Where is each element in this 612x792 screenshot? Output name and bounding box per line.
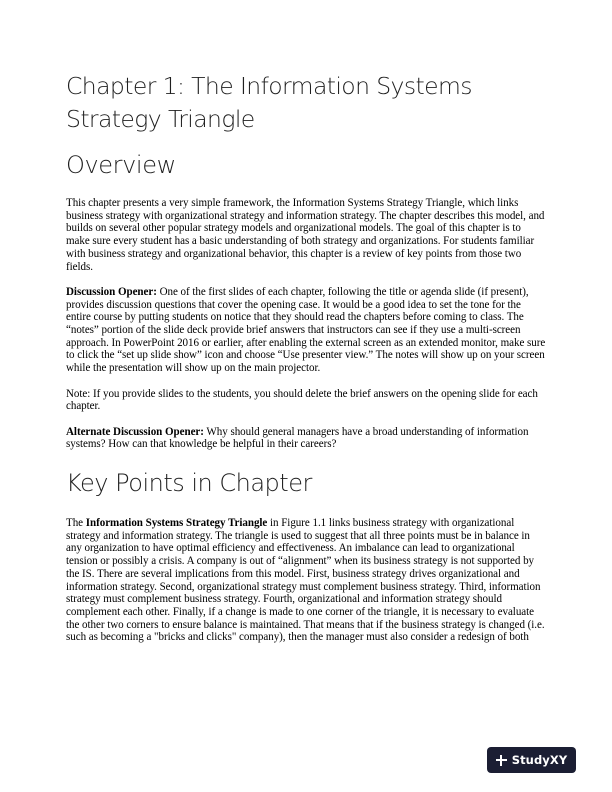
studyxy-watermark-badge[interactable] [487, 747, 576, 773]
key-points-prefix: The [66, 517, 86, 530]
discussion-opener-label: Discussion Opener: [66, 285, 157, 298]
note-paragraph: Note: If you provide slides to the students, you should delete the brief answers on the opening slide for each chapter. [66, 387, 538, 413]
key-points-heading: Key Points in Chapter [66, 469, 312, 498]
key-points-text: in Figure 1.1 links business strategy with organizational strategy and information strategy. The triangle is used to suggest that all three points must be in balance in any organization to have optimal efficiency and effectiveness. An imbalance can lead to organizational tension or possibly a crisis. A company is out of “alignment” when its business strategy is not supported by the IS. There are several implications from this model. First, business strategy drives organizational and information strategy. Second, organizational strategy must complement business strategy. Third, information strategy must complement business strategy. Fourth, organizational and information strategy should complement each other. Finally, if a change is made to one corner of the triangle, it is necessary to evaluate the other two corners to ensure balance is maintained. That means that if the business strategy is changed (i.e. such as becoming a "bricks and clicks" company), then the manager must also consider a redesign of both [66, 517, 545, 644]
plus-icon [496, 755, 507, 766]
key-points-bold-term: Information Systems Strategy Triangle [85, 517, 268, 530]
chapter-title: Chapter 1: The Information Systems Strategy Triangle [66, 72, 472, 133]
document-page [66, 70, 546, 644]
key-points-paragraph [66, 517, 546, 644]
intro-paragraph: This chapter presents a very simple framework, the Information Systems Strategy Triangle, which links business strategy with organizational strategy and information strategy. The chapter describes this model, and builds on several other popular strategy models and organizational models. The goal of this chapter is to make sure every student has a basic understanding of both strategy and organizations. For students familiar with business strategy and organizational behavior, this chapter is a review of key points from those two fields. [66, 197, 545, 273]
alternate-opener-paragraph [66, 426, 546, 451]
overview-heading: Overview [66, 151, 176, 179]
discussion-opener-paragraph [66, 286, 546, 375]
discussion-opener-text: One of the first slides of each chapter, following the title or agenda slide (if present), provides discussion questions that cover the opening case. It would be a good idea to set the tone for the entire course by putting students on notice that they should read the chapters before coming to class. The “notes” portion of the slide deck provide brief answers that instructors can see if they use a multi-screen approach. In PowerPoint 2016 or earlier, after enabling the external screen as an extended monitor, make sure to click the “set up slide show” icon and choose “Use presenter view.” The notes will show up on your screen while the presentation will show up on the main projector. [66, 285, 546, 375]
alternate-opener-text: Why should general managers have a broad understanding of information systems? How can that knowledge be helpful in their careers? [66, 425, 529, 451]
alternate-opener-label: Alternate Discussion Opener: [66, 425, 204, 438]
brand-label: StudyXY [511, 753, 568, 767]
